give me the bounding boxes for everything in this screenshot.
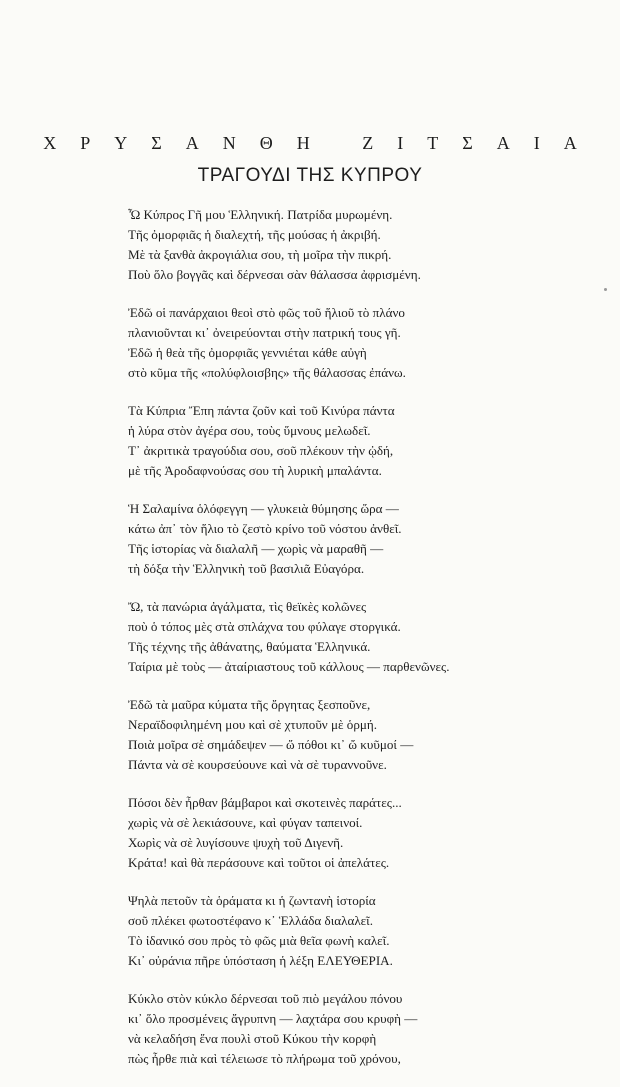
- poem-line: Πάντα νὰ σὲ κουρσεύουνε καὶ νὰ σὲ τυραννοῦνε.: [128, 757, 387, 772]
- stanza: [128, 891, 598, 971]
- poem-line: Πόσοι δὲν ἦρθαν βάμβαροι καὶ σκοτεινὲς παράτες...: [128, 795, 402, 810]
- poem-line: Ἐδῶ τὰ μαῦρα κύματα τῆς ὄργητας ξεσποῦνε,: [128, 697, 371, 712]
- stanza: [128, 793, 598, 873]
- poem-line: Τῆς ὀμορφιᾶς ἡ διαλεχτή, τῆς μούσας ἡ ἀκριβή.: [128, 227, 381, 242]
- poem-line: ἡ λύρα στὸν ἀγέρα σου, τοὺς ὕμνους μελωδεῖ.: [128, 423, 371, 438]
- poem-line: Ταίρια μὲ τοὺς — ἀταίριαστους τοῦ κάλλους — παρθενῶνες.: [128, 659, 450, 674]
- poem-line: πὼς ἦρθε πιὰ καὶ τέλειωσε τὸ πλήρωμα τοῦ χρόνου,: [128, 1051, 401, 1066]
- poem-line: Ἡ Σαλαμίνα ὁλόφεγγη — γλυκειὰ θύμησης ὥρα —: [128, 501, 399, 516]
- poem-line: μὲ τῆς Ἀροδαφνούσας σου τὴ λυρικὴ μπαλάντα.: [128, 463, 382, 478]
- poem-line: ποὺ ὁ τόπος μὲς στὰ σπλάχνα του φύλαγε στοργικά.: [128, 619, 401, 634]
- poem-line: στὸ κῦμα τῆς «πολύφλοισβης» τῆς θάλασσας ἐπάνω.: [128, 365, 406, 380]
- poem-line: κι᾿ ὅλο προσμένεις ἄγρυπνη — λαχτάρα σου κρυφὴ —: [128, 1011, 418, 1026]
- stanza: [128, 303, 598, 383]
- poem-line: κάτω ἀπ᾿ τὸν ἥλιο τὸ ζεστὸ κρίνο τοῦ νόστου ἀνθεῖ.: [128, 521, 402, 536]
- poem-line: Κι᾿ οὐράνια πῆρε ὑπόσταση ἡ λέξη ΕΛΕΥΘΕΡΙΑ.: [128, 953, 393, 968]
- poem-line: χωρὶς νὰ σὲ λεκιάσουνε, καὶ φύγαν ταπεινοί.: [128, 815, 363, 830]
- poem-line: νὰ κελαδήση ἕνα πουλὶ στοῦ Κύκου τὴν κορφὴ: [128, 1031, 377, 1046]
- stanza: [128, 401, 598, 481]
- poem-line: Χωρὶς νὰ σὲ λυγίσουνε ψυχὴ τοῦ Διγενῆ.: [128, 835, 344, 850]
- poem-line: τὴ δόξα τὴν Ἑλληνικὴ τοῦ βασιλιᾶ Εὐαγόρα.: [128, 561, 365, 576]
- stanza: [128, 499, 598, 579]
- poem-line: Κράτα! καὶ θὰ περάσουνε καὶ τοῦτοι οἱ ἀπελάτες.: [128, 855, 390, 870]
- poem-line: Ὦ Κύπρος Γῆ μου Ἑλληνική. Πατρίδα μυρωμένη.: [128, 207, 393, 222]
- poem-line: Νεραϊδοφιλημένη μου καὶ σὲ χτυποῦν μὲ ὁρμή.: [128, 717, 378, 732]
- poem-line: Ποιὰ μοῖρα σὲ σημάδεψεν — ὤ πόθοι κι᾿ ὤ κυῦμοί —: [128, 737, 414, 752]
- poem-line: Τῆς ἱστορίας νὰ διαλαλῆ — χωρὶς νὰ μαραθῆ —: [128, 541, 384, 556]
- poem-line: Ὤ, τὰ πανώρια ἀγάλματα, τὶς θεϊκὲς κολῶνες: [128, 599, 367, 614]
- poem-line: Ἐδῶ ἡ θεὰ τῆς ὀμορφιᾶς γεννιέται κάθε αὐγὴ: [128, 345, 367, 360]
- author-name: ΧΡΥΣΑΝΘΗ ΖΙΤΣΑΙΑ: [43, 133, 601, 153]
- poem-line: Τῆς τέχνης τῆς ἀθάνατης, θαύματα Ἑλληνικά.: [128, 639, 371, 654]
- poem-body: [128, 205, 598, 1087]
- stanza: [128, 205, 598, 285]
- poem-line: Τὸ ἰδανικό σου πρὸς τὸ φῶς μιὰ θεῖα φωνὴ καλεῖ.: [128, 933, 390, 948]
- poem-line: Τ᾿ ἀκριτικὰ τραγούδια σου, σοῦ πλέκουν τὴν ᾠδή,: [128, 443, 394, 458]
- stanza: [128, 989, 598, 1069]
- poem-line: Ποὺ ὅλο βογγᾶς καὶ δέρνεσαι σὰν θάλασσα ἀφρισμένη.: [128, 267, 421, 282]
- poem-title: ΤΡΑΓΟΥΔΙ ΤΗΣ ΚΥΠΡΟΥ: [197, 165, 423, 186]
- poem-line: Ψηλὰ πετοῦν τὰ ὁράματα κι ἡ ζωντανὴ ἱστορία: [128, 893, 376, 908]
- poem-line: Τὰ Κύπρια Ἔπη πάντα ζοῦν καὶ τοῦ Κινύρα πάντα: [128, 403, 395, 418]
- poem-line: Ἐδῶ οἱ πανάρχαιοι θεοὶ στὸ φῶς τοῦ ἥλιοῦ τὸ πλάνο: [128, 305, 405, 320]
- poem-line: πλανιοῦνται κι᾿ ὀνειρεύονται στὴν πατρική τους γῆ.: [128, 325, 401, 340]
- poem-line: Μὲ τὰ ξανθὰ ἀκρογιάλια σου, τὴ μοῖρα τὴν πικρή.: [128, 247, 392, 262]
- poem-line: σοῦ πλέκει φωτοστέφανο κ᾿ Ἑλλάδα διαλαλεῖ.: [128, 913, 373, 928]
- poem-line: Κύκλο στὸν κύκλο δέρνεσαι τοῦ πιὸ μεγάλου πόνου: [128, 991, 403, 1006]
- stanza: [128, 597, 598, 677]
- stanza: [128, 695, 598, 775]
- paper-speck: [604, 288, 607, 291]
